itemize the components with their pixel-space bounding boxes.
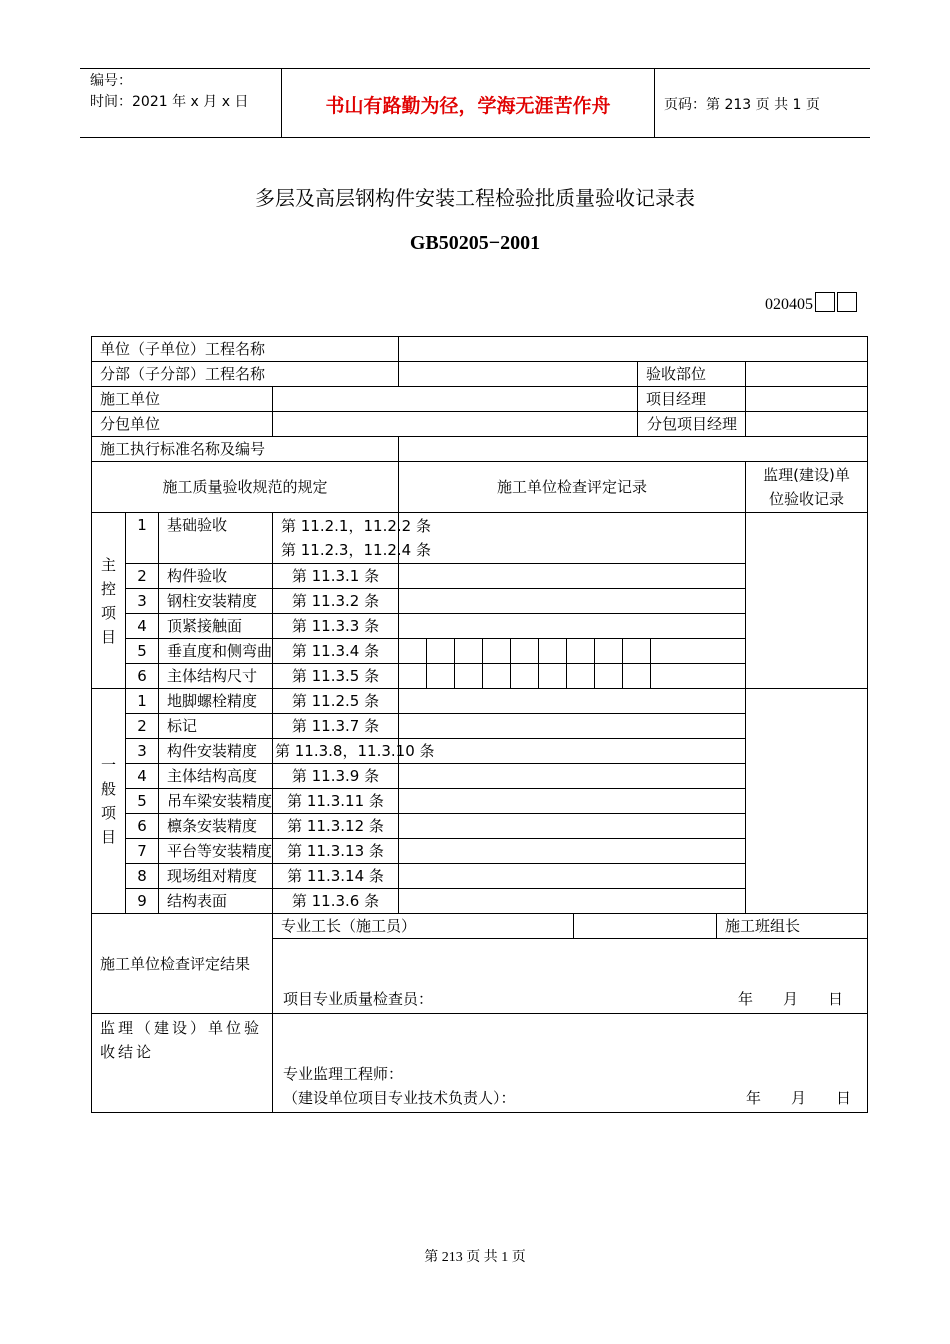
measurement-cell[interactable] <box>483 639 511 663</box>
general-items-label <box>92 689 126 914</box>
project-name-field[interactable] <box>399 337 868 362</box>
item-clause <box>273 513 431 564</box>
item-clause: 第 11.3.7 条 <box>273 714 399 739</box>
record-cell[interactable] <box>399 714 746 739</box>
inspection-form <box>91 336 868 1113</box>
item-name: 檩条安装精度 <box>159 814 273 839</box>
main-label-char: 控 <box>100 579 116 598</box>
main-label-char: 项 <box>100 603 116 622</box>
general-label-char: 项 <box>100 804 116 822</box>
record-column-header: 施工单位检查评定记录 <box>399 462 746 513</box>
item-clause-line: 第 11.2.3，11.2.4 条 <box>281 541 431 559</box>
item-number: 6 <box>126 814 159 839</box>
measurement-cell[interactable] <box>651 664 746 688</box>
item-name: 标记 <box>159 714 273 739</box>
item-name: 构件安装精度 <box>159 739 273 764</box>
measurement-cell[interactable] <box>595 639 623 663</box>
item-name: 结构表面 <box>159 889 273 914</box>
exec-standard-label: 施工执行标准名称及编号 <box>92 437 399 462</box>
acceptance-part-label: 验收部位 <box>638 362 746 387</box>
item-number: 4 <box>126 614 159 639</box>
header-time: 时间：2021 年 x 月 x 日 <box>90 94 249 110</box>
record-cell[interactable] <box>399 614 746 639</box>
acceptance-part-field[interactable] <box>746 362 868 387</box>
measurement-grid <box>399 664 746 689</box>
header-divider <box>654 69 655 137</box>
item-name: 垂直度和侧弯曲 <box>159 639 273 664</box>
item-number: 2 <box>126 564 159 589</box>
subproject-name-label: 分部（子分部）工程名称 <box>92 362 399 387</box>
record-cell[interactable] <box>399 689 746 714</box>
item-number: 6 <box>126 664 159 689</box>
header-page-number: 页码：第 213 页 共 1 页 <box>664 97 820 113</box>
item-clause: 第 11.3.4 条 <box>273 639 399 664</box>
foreman-field[interactable] <box>574 914 717 939</box>
item-number: 1 <box>126 689 159 714</box>
measurement-cell[interactable] <box>595 664 623 688</box>
measurement-cell[interactable] <box>623 639 651 663</box>
item-clause: 第 11.3.6 条 <box>273 889 399 914</box>
item-clause-line: 第 11.2.1，11.2.2 条 <box>281 517 431 535</box>
record-cell[interactable] <box>399 513 746 564</box>
supervision-header-line2: 位验收记录 <box>769 490 845 508</box>
record-cell[interactable] <box>399 814 746 839</box>
item-number: 5 <box>126 789 159 814</box>
measurement-cell[interactable] <box>651 639 746 663</box>
item-clause: 第 11.3.11 条 <box>273 789 399 814</box>
item-name: 现场组对精度 <box>159 864 273 889</box>
record-cell[interactable] <box>399 739 746 764</box>
contractor-label: 施工单位 <box>92 387 273 412</box>
item-name: 钢柱安装精度 <box>159 589 273 614</box>
measurement-grid <box>399 639 746 664</box>
measurement-cell[interactable] <box>455 664 483 688</box>
item-name: 平台等安装精度 <box>159 839 273 864</box>
serial-number: 编号： <box>90 73 132 89</box>
supervision-column-header <box>746 462 868 513</box>
item-name: 地脚螺栓精度 <box>159 689 273 714</box>
item-clause: 第 11.3.3 条 <box>273 614 399 639</box>
record-cell[interactable] <box>399 589 746 614</box>
subcontractor-field[interactable] <box>273 412 638 437</box>
project-name-label: 单位（子单位）工程名称 <box>92 337 399 362</box>
item-number: 8 <box>126 864 159 889</box>
record-cell[interactable] <box>399 789 746 814</box>
team-leader-label: 施工班组长 <box>725 917 801 935</box>
result-label: 施工单位检查评定结果 <box>92 914 273 1014</box>
main-label-char: 主 <box>100 555 116 574</box>
measurement-cell[interactable] <box>539 664 567 688</box>
page-footer: 第 213 页 共 1 页 <box>424 1250 526 1265</box>
pm-field[interactable] <box>746 387 868 412</box>
spec-column-header: 施工质量验收规范的规定 <box>92 462 399 513</box>
measurement-cell[interactable] <box>427 664 455 688</box>
item-number: 1 <box>126 513 159 564</box>
item-clause: 第 11.3.9 条 <box>273 764 399 789</box>
sub-pm-field[interactable] <box>746 412 868 437</box>
item-name: 构件验收 <box>159 564 273 589</box>
item-name: 主体结构尺寸 <box>159 664 273 689</box>
measurement-cell[interactable] <box>567 664 595 688</box>
measurement-cell[interactable] <box>511 664 539 688</box>
result-date: 年 月 日 <box>738 990 844 1008</box>
conclusion-date: 年 月 日 <box>746 1089 852 1107</box>
measurement-cell[interactable] <box>623 664 651 688</box>
item-clause: 第 11.3.12 条 <box>273 814 399 839</box>
item-clause: 第 11.3.2 条 <box>273 589 399 614</box>
standard-number: GB50205−2001 <box>409 232 541 254</box>
item-number: 3 <box>126 589 159 614</box>
item-clause: 第 11.3.8，11.3.10 条 <box>273 739 399 764</box>
item-number: 9 <box>126 889 159 914</box>
general-label-char: 般 <box>100 780 116 798</box>
item-clause: 第 11.3.14 条 <box>273 864 399 889</box>
record-cell[interactable] <box>399 564 746 589</box>
main-items-label <box>92 513 126 689</box>
owner-tech-lead-label: （建设单位项目专业技术负责人）： <box>283 1089 516 1107</box>
supervision-cell[interactable] <box>746 689 868 914</box>
conclusion-body[interactable] <box>273 1014 868 1113</box>
inspector-label: 项目专业质量检查员： <box>283 990 434 1008</box>
measurement-cell[interactable] <box>483 664 511 688</box>
main-label-char: 目 <box>100 627 116 646</box>
measurement-cell[interactable] <box>399 664 427 688</box>
form-code-text: 020405 <box>765 296 813 313</box>
contractor-field[interactable] <box>273 387 638 412</box>
measurement-cell[interactable] <box>567 639 595 663</box>
general-label-char: 一 <box>100 756 116 774</box>
document-title: 多层及高层钢构件安装工程检验批质量验收记录表 <box>255 186 695 210</box>
subproject-name-field[interactable] <box>399 362 638 387</box>
item-number: 4 <box>126 764 159 789</box>
item-clause: 第 11.3.5 条 <box>273 664 399 689</box>
record-cell[interactable] <box>399 839 746 864</box>
item-clause: 第 11.2.5 条 <box>273 689 399 714</box>
header-meta <box>90 71 248 113</box>
item-name: 顶紧接触面 <box>159 614 273 639</box>
result-body[interactable] <box>273 939 868 1014</box>
team-leader-cell[interactable] <box>717 914 868 939</box>
measurement-cell[interactable] <box>455 639 483 663</box>
foreman-label: 专业工长（施工员） <box>273 914 574 939</box>
page-header <box>80 68 870 138</box>
general-label-char: 目 <box>100 828 116 846</box>
record-cell[interactable] <box>399 864 746 889</box>
form-code <box>765 292 857 314</box>
item-name: 吊车梁安装精度 <box>159 789 273 814</box>
item-number: 3 <box>126 739 159 764</box>
measurement-cell[interactable] <box>399 639 427 663</box>
supervision-cell[interactable] <box>746 513 868 689</box>
measurement-cell[interactable] <box>427 639 455 663</box>
measurement-cell[interactable] <box>539 639 567 663</box>
item-clause: 第 11.3.1 条 <box>273 564 399 589</box>
item-number: 7 <box>126 839 159 864</box>
sub-pm-label: 分包项目经理 <box>638 412 746 437</box>
record-cell[interactable] <box>399 764 746 789</box>
item-name: 基础验收 <box>159 513 273 564</box>
pm-label: 项目经理 <box>638 387 746 412</box>
code-box[interactable] <box>837 292 857 312</box>
item-name: 主体结构高度 <box>159 764 273 789</box>
supervisor-engineer-label: 专业监理工程师： <box>283 1065 404 1083</box>
code-box[interactable] <box>815 292 835 312</box>
header-motto: 书山有路勤为径，学海无涯苦作舟 <box>325 95 611 117</box>
supervision-header-line1: 监理(建设)单 <box>763 466 850 484</box>
conclusion-label: 监理（建设）单位验收结论 <box>92 1014 273 1113</box>
item-number: 5 <box>126 639 159 664</box>
subcontractor-label: 分包单位 <box>92 412 273 437</box>
item-clause: 第 11.3.13 条 <box>273 839 399 864</box>
measurement-cell[interactable] <box>511 639 539 663</box>
exec-standard-field[interactable] <box>399 437 868 462</box>
item-number: 2 <box>126 714 159 739</box>
record-cell[interactable] <box>399 889 746 914</box>
